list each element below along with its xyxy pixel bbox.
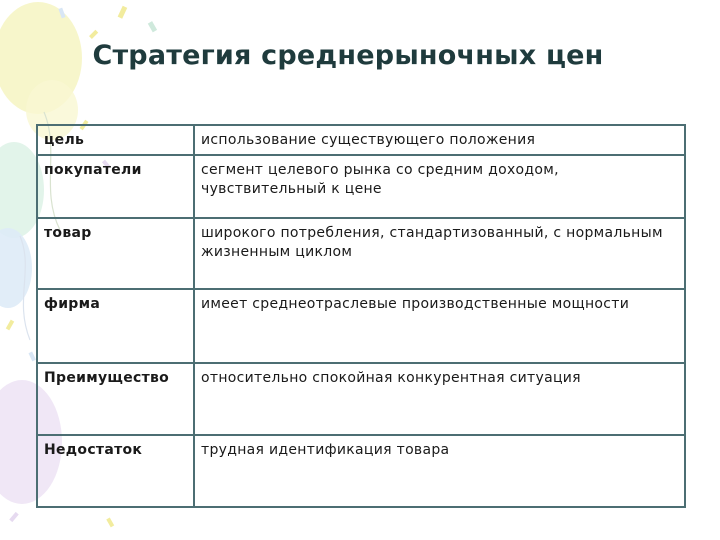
table-row bbox=[37, 155, 685, 218]
slide-title: Стратегия среднерыночных цен bbox=[92, 40, 604, 71]
confetti bbox=[9, 512, 18, 522]
row-value: сегмент целевого рынка со средним доходом, чувствительный к цене bbox=[194, 155, 685, 218]
confetti bbox=[118, 6, 128, 19]
table-row bbox=[37, 363, 685, 435]
confetti bbox=[28, 352, 35, 362]
row-key: товар bbox=[37, 218, 194, 289]
row-value: широкого потребления, стандартизованный, с нормальным жизненным циклом bbox=[194, 218, 685, 289]
row-value: трудная идентификация товара bbox=[194, 435, 685, 507]
table-row bbox=[37, 435, 685, 507]
confetti bbox=[89, 30, 98, 39]
row-key: фирма bbox=[37, 289, 194, 363]
strategy-table bbox=[36, 124, 686, 508]
table-row bbox=[37, 125, 685, 155]
row-key: Преимущество bbox=[37, 363, 194, 435]
table-row bbox=[37, 289, 685, 363]
table-row bbox=[37, 218, 685, 289]
row-key: цель bbox=[37, 125, 194, 155]
row-key: покупатели bbox=[37, 155, 194, 218]
row-key: Недостаток bbox=[37, 435, 194, 507]
confetti bbox=[148, 21, 157, 32]
confetti bbox=[106, 518, 114, 528]
blue-balloon bbox=[0, 228, 32, 308]
row-value: использование существующего положения bbox=[194, 125, 685, 155]
row-value: относительно спокойная конкурентная ситуация bbox=[194, 363, 685, 435]
confetti bbox=[6, 320, 14, 331]
row-value: имеет среднеотраслевые производственные мощности bbox=[194, 289, 685, 363]
